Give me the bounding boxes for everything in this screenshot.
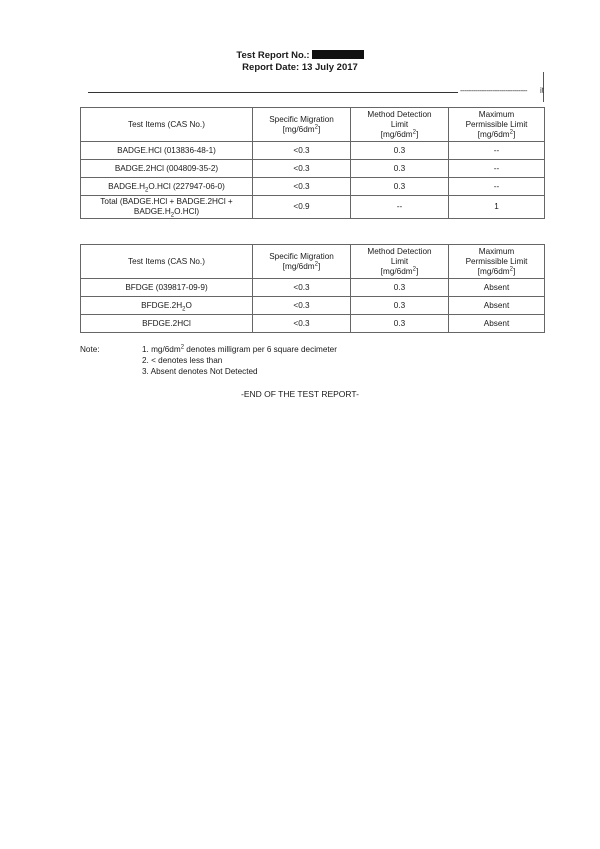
note-item: 3. Absent denotes Not Detected <box>142 367 258 376</box>
table-row: $BFDGE.2H_2O$ <0.3 0.3 Absent <box>81 297 545 315</box>
table-row-total: Total (BADGE.HCl + BADGE.2HCl + $BADGE.H_2O.HCl$) <0.9 -- 1 <box>81 196 545 219</box>
header-rule: ------------------------------- it <box>88 82 544 102</box>
header-method-detection-limit: Method Detection Limit $[mg/6dm^2]$ <box>351 108 449 142</box>
rule-tail-text: it <box>540 86 544 95</box>
header-max-permissible-limit: Maximum Permissible Limit $[mg/6dm^2]$ <box>449 108 545 142</box>
header-specific-migration: Specific Migration $[mg/6dm^2]$ <box>253 245 351 279</box>
badge-results-table <box>80 107 545 219</box>
header-method-detection-limit: Method Detection Limit $[mg/6dm^2]$ <box>351 245 449 279</box>
header-test-items: Test Items (CAS No.) <box>81 108 253 142</box>
table-header-row <box>81 108 545 142</box>
report-header <box>0 50 600 74</box>
table-row: BADGE.2HCl (004809-35-2) <0.3 0.3 -- <box>81 160 545 178</box>
table-header-row <box>81 245 545 279</box>
header-max-permissible-limit: Maximum Permissible Limit $[mg/6dm^2]$ <box>449 245 545 279</box>
redacted-report-number <box>312 50 364 59</box>
note-item: 1. $mg/6dm^2$ denotes milligram per 6 square decimeter <box>142 344 337 354</box>
table-row: BFDGE (039817-09-9) <0.3 0.3 Absent <box>81 279 545 297</box>
report-number: Test Report No.: <box>0 50 600 62</box>
table-row: BFDGE.2HCl <0.3 0.3 Absent <box>81 315 545 333</box>
note-item: 2. < denotes less than <box>142 356 223 365</box>
notes-label: Note: <box>80 345 100 354</box>
table-row: BADGE.HCl (013836-48-1) <0.3 0.3 -- <box>81 142 545 160</box>
header-test-items: Test Items (CAS No.) <box>81 245 253 279</box>
end-of-report: -END OF THE TEST REPORT- <box>241 389 359 399</box>
table-row: $BADGE.H_2O.HCl$ (227947-06-0) <0.3 0.3 -- <box>81 178 545 196</box>
report-date: Report Date: 13 July 2017 <box>242 62 358 73</box>
header-specific-migration: Specific Migration $[mg/6dm^2]$ <box>253 108 351 142</box>
bfdge-results-table <box>80 244 545 333</box>
